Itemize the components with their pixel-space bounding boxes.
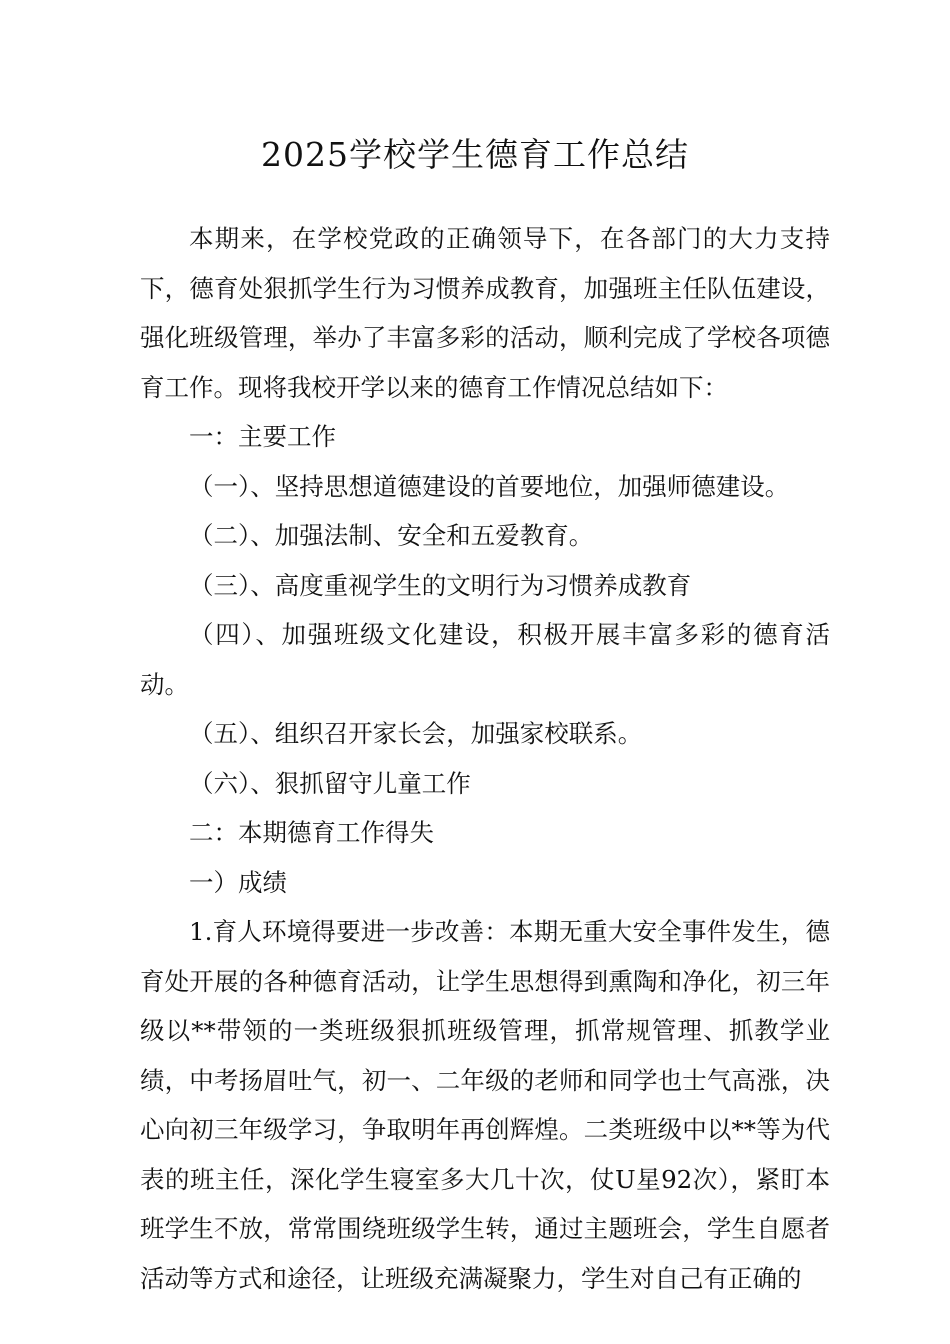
- list-item-2: （二）、加强法制、安全和五爱教育。: [189, 521, 594, 550]
- list-item-6: （六）、狠抓留守儿童工作: [189, 768, 471, 798]
- document-title: 2025学校学生德育工作总结: [261, 135, 689, 174]
- paragraph-intro: 本期来，在学校党政的正确领导下，在各部门的大力支持下，德育处狠抓学生行为习惯养成教育，加强班主任队伍建设，强化班级管理，举办了丰富多彩的活动，顺利完成了学校各项德育工作。现将我校开学以来的德育工作情况总结如下：: [140, 224, 830, 402]
- list-item-3: （三）、高度重视学生的文明行为习惯养成教育: [189, 570, 692, 600]
- heading-gains-losses: 二：本期德育工作得失: [189, 818, 434, 847]
- subheading-achievements: 一）成绩: [189, 867, 287, 897]
- list-item-1: （一）、坚持思想道德建设的首要地位，加强师德建设。: [189, 471, 790, 501]
- list-item-5: （五）、组织召开家长会，加强家校联系。: [189, 719, 643, 748]
- document-body: [140, 214, 830, 1303]
- list-item-4: （四）、加强班级文化建设，积极开展丰富多彩的德育活动。: [140, 620, 830, 699]
- paragraph-environment: 1.育人环境得要进一步改善：本期无重大安全事件发生，德育处开展的各种德育活动，让学生思想得到熏陶和净化，初三年级以**带领的一类班级狠抓班级管理，抓常规管理、抓教学业绩，中考扬眉吐气，初一、二年级的老师和同学也士气高涨，决心向初三年级学习，争取明年再创辉煌。二类班级中以**等为代表的班主任，深化学生寝室多大几十次，仗U星92次），紧盯本班学生不放，常常围绕班级学生转，通过主题班会，学生自愿者活动等方式和途径，让班级充满凝聚力，学生对自己有正确的: [140, 917, 830, 1293]
- heading-main-work: 一：主要工作: [189, 422, 336, 451]
